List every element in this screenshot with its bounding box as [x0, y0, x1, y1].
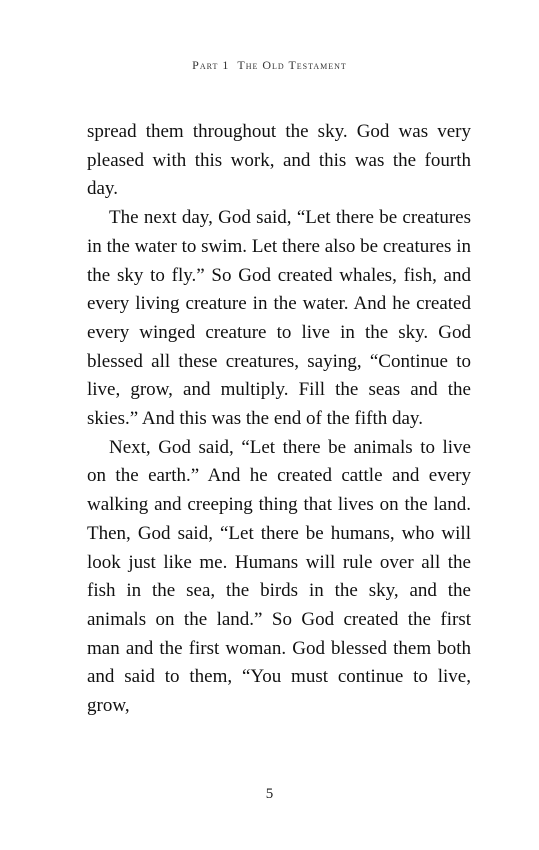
running-head — [0, 58, 539, 73]
paragraph-continued: spread them throughout the sky. God was very pleased with this work, and this was the fourth day. — [87, 121, 471, 200]
running-head-part: Part 1 — [192, 58, 230, 72]
page-number: 5 — [265, 786, 274, 802]
running-head-section: The Old Testament — [237, 58, 347, 72]
paragraph-sixth-day: Next, God said, “Let there be animals to live on the earth.” And he created cattle and every walking and creeping thing that lives on the land. Then, God said, “Let there be humans, who will look just like me. Humans will rule over all the fish in the sea, the birds in the sky, and the animals on the land.” So God created the first man and the first woman. God blessed them both and said to them, “You must continue to live, grow, — [87, 436, 471, 717]
body-text — [87, 118, 471, 721]
paragraph-fifth-day: The next day, God said, “Let there be creatures in the water to swim. Let there also be creatures in the sky to fly.” So God created whales, fish, and every living creature in the water. And he created every winged creature to live in the sky. God blessed all these creatures, saying, “Continue to live, grow, and multiply. Fill the seas and the skies.” And this was the end of the fifth day. — [87, 207, 471, 430]
